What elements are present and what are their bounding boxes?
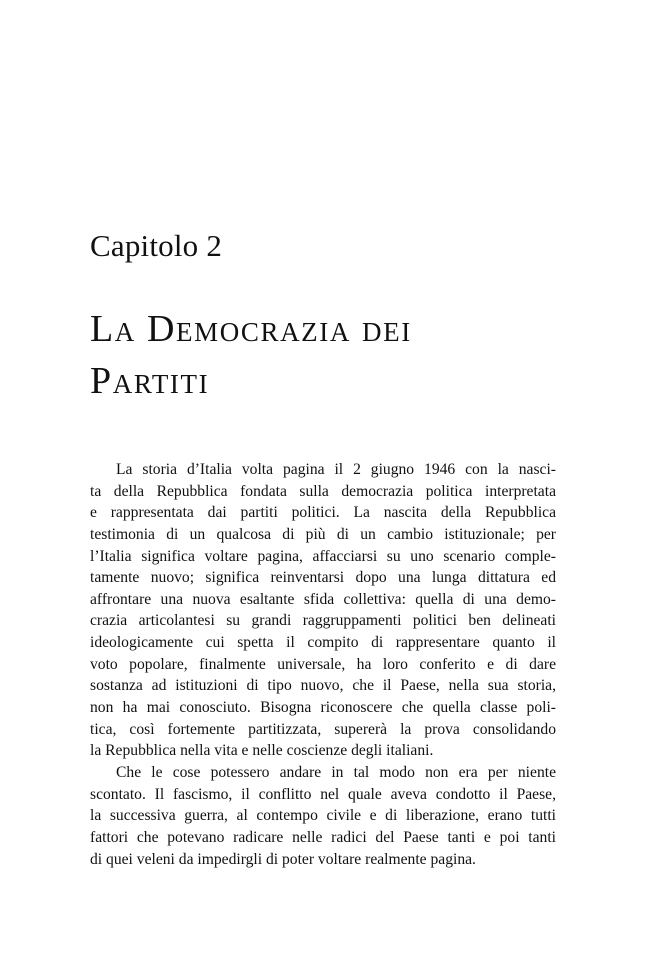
chapter-title-line: Partiti: [90, 360, 210, 402]
chapter-title-line: La Democrazia dei: [90, 308, 412, 350]
text-line: affrontare una nuova esaltante sfida collettiva: quella di una demo-: [90, 590, 556, 608]
chapter-number: Capitolo 2: [90, 228, 223, 263]
text-line: scontato. Il fascismo, il conflitto nel quale aveva condotto il Paese,: [90, 785, 556, 803]
text-line: e rappresentata dai partiti politici. La nascita della Repubblica: [90, 504, 556, 522]
text-line: l’Italia significa voltare pagina, affacciarsi su uno scenario comple-: [90, 547, 556, 565]
text-line: Che le cose potessero andare in tal modo non era per niente: [116, 763, 556, 781]
text-line: la Repubblica nella vita e nelle coscienze degli italiani.: [90, 742, 434, 760]
text-line: tica, così fortemente partitizzata, supererà la prova consolidando: [90, 720, 556, 738]
text-line: testimonia di un qualcosa di più di un cambio istituzionale; per: [90, 525, 556, 543]
text-line: voto popolare, finalmente universale, ha loro conferito e di dare: [90, 655, 556, 673]
body-text: [90, 459, 556, 870]
text-line: sostanza ad istituzioni di tipo nuovo, che il Paese, nella sua storia,: [90, 677, 556, 695]
text-line: ta della Repubblica fondata sulla democrazia politica interpretata: [90, 482, 556, 500]
text-line: la successiva guerra, al contempo civile e di liberazione, erano tutti: [90, 807, 556, 825]
chapter-title: [90, 303, 560, 407]
text-line: ideologicamente cui spetta il compito di rappresentare quanto il: [90, 634, 556, 652]
text-line: non ha mai conosciuto. Bisogna riconoscere che quella classe poli-: [90, 699, 556, 717]
text-line: fattori che potevano radicare nelle radici del Paese tanti e poi tanti: [90, 828, 556, 846]
text-line: tamente nuovo; significa reinventarsi dopo una lunga dittatura ed: [90, 569, 556, 587]
text-line: La storia d’Italia volta pagina il 2 giugno 1946 con la nasci-: [116, 461, 556, 478]
text-line: di quei veleni da impedirgli di poter voltare realmente pagina.: [90, 850, 476, 868]
paragraph: [90, 762, 556, 870]
text-line: crazia articolantesi su grandi raggruppamenti politici ben delineati: [90, 612, 556, 630]
paragraph: [90, 459, 556, 762]
